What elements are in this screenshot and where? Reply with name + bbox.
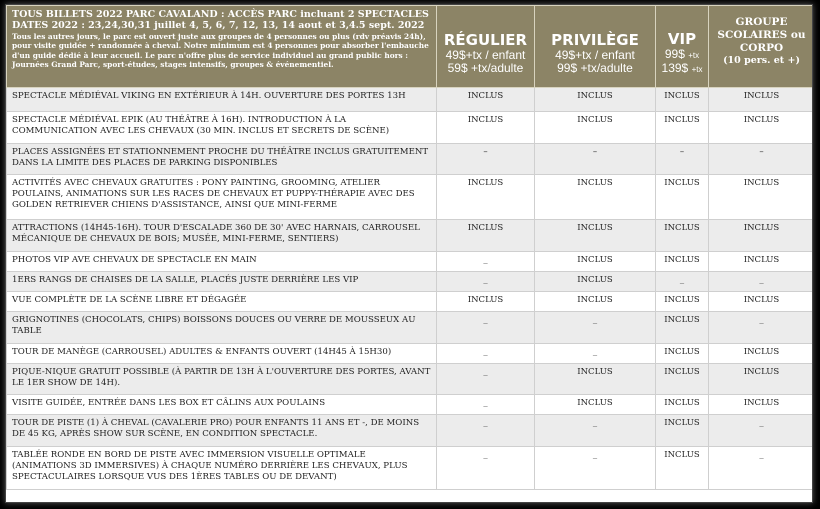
table-row: [7, 144, 814, 175]
table-row: [7, 112, 814, 144]
table-header-row: [7, 6, 814, 88]
column-name: PRIVILÈGE: [551, 31, 639, 49]
table-row: [7, 292, 814, 312]
table-row: [7, 88, 814, 112]
inclusion-cell: _: [535, 415, 656, 447]
intro-note: Tous les autres jours, le parc est ouvert juste aux groupes de 4 personnes ou plus (rdv préavis 24h), pour visite guidée + randonnée à cheval. Notre minimum est 4 personnes pour absorber l'embauche d'un guide dédié à leur accueil. Le parc n'offre plus de service individuel au grand public hors : Journées Grand Parc, sport-études, stages intensifs, groupes & événementiel.: [12, 32, 429, 70]
table-row: [7, 415, 814, 447]
column-price-child: 49$+tx / enfant: [555, 48, 635, 62]
table-row: [7, 272, 814, 292]
inclusion-cell: INCLUS: [656, 447, 709, 490]
column-price-adult: [656, 62, 708, 76]
intro-title: TOUS BILLETS 2022 PARC CAVALAND : ACCÈS PARC incluant 2 SPECTACLES: [12, 9, 429, 20]
intro-cell: [7, 6, 437, 88]
column-price-child: [656, 48, 708, 62]
table-row: [7, 312, 814, 344]
inclusion-cell: _: [437, 312, 535, 344]
table-row: [7, 364, 814, 395]
feature-label: ATTRACTIONS (14H45-16H). TOUR D'ESCALADE 360 DE 30' AVEC HARNAIS, CARROUSEL MÉCANIQUE DE CHEVAUX DE BOIS; MUSÉE, MINI-FERME, SENTIERS): [7, 220, 437, 252]
table-row: [7, 344, 814, 364]
feature-label: 1ERS RANGS DE CHAISES DE LA SALLE, PLACÉS JUSTE DERRIÈRE LES VIP: [7, 272, 437, 292]
inclusion-cell: _: [437, 447, 535, 490]
inclusion-cell: INCLUS: [709, 112, 814, 144]
inclusion-cell: _: [709, 447, 814, 490]
inclusion-cell: _: [437, 364, 535, 395]
feature-label: VUE COMPLÈTE DE LA SCÈNE LIBRE ET DÉGAGÉE: [7, 292, 437, 312]
inclusion-cell: _: [535, 344, 656, 364]
inclusion-cell: INCLUS: [709, 220, 814, 252]
table-row: [7, 220, 814, 252]
inclusion-cell: INCLUS: [656, 312, 709, 344]
feature-label: TOUR DE PISTE (1) À CHEVAL (CAVALERIE PRO) POUR ENFANTS 11 ANS ET -, DE MOINS DE 45 KG, APRÈS SHOW SUR SCÈNE, EN CONDITION SPECTACLE.: [7, 415, 437, 447]
column-price-adult: 99$ +tx/adulte: [557, 61, 633, 75]
tax-suffix: +tx: [688, 51, 700, 60]
feature-label: SPECTACLE MÉDIÉVAL EPIK (AU THÉÂTRE À 16H). INTRODUCTION À LA COMMUNICATION AVEC LES CHEVAUX (30 MIN. INCLUS ET SECRETS DE SCÈNE): [7, 112, 437, 144]
inclusion-cell: INCLUS: [709, 175, 814, 220]
feature-label: ACTIVITÉS AVEC CHEVAUX GRATUITES : PONY PAINTING, GROOMING, ATELIER POULAINS, ANIMATIONS SUR LES RACES DE CHEVAUX ET PUPPY-THÉRAPIE AVEC DES GOLDEN RETRIEVER CHIENS D'ASSISTANCE, AINSI QUE MINI-FERME: [7, 175, 437, 220]
inclusion-cell: INCLUS: [709, 344, 814, 364]
intro-dates: DATES 2022 : 23,24,30,31 juillet 4, 5, 6, 7, 12, 13, 14 aout et 3,4.5 sept. 2022: [12, 20, 425, 31]
column-header-groupe: [709, 6, 814, 88]
tax-suffix: +tx: [691, 65, 703, 74]
inclusion-cell: –: [656, 144, 709, 175]
inclusion-cell: _: [656, 272, 709, 292]
table-row: [7, 175, 814, 220]
feature-label: PHOTOS VIP AVE CHEVAUX DE SPECTACLE EN MAIN: [7, 252, 437, 272]
inclusion-cell: INCLUS: [709, 252, 814, 272]
feature-label: GRIGNOTINES (CHOCOLATS, CHIPS) BOISSONS DOUCES OU VERRE DE MOUSSEUX AU TABLE: [7, 312, 437, 344]
inclusion-cell: _: [535, 312, 656, 344]
column-subtitle: (10 pers. et +): [723, 55, 800, 66]
inclusion-cell: _: [535, 447, 656, 490]
inclusion-cell: –: [437, 144, 535, 175]
inclusion-cell: _: [709, 415, 814, 447]
inclusion-cell: INCLUS: [535, 292, 656, 312]
inclusion-cell: INCLUS: [656, 344, 709, 364]
feature-label: SPECTACLE MÉDIÉVAL VIKING EN EXTÉRIEUR À 14H. OUVERTURE DES PORTES 13H: [7, 88, 437, 112]
inclusion-cell: _: [437, 252, 535, 272]
inclusion-cell: INCLUS: [535, 364, 656, 395]
inclusion-cell: INCLUS: [656, 252, 709, 272]
inclusion-cell: –: [535, 144, 656, 175]
inclusion-cell: INCLUS: [437, 220, 535, 252]
column-header-regulier: [437, 6, 535, 88]
inclusion-cell: _: [437, 344, 535, 364]
inclusion-cell: INCLUS: [709, 88, 814, 112]
inclusion-cell: INCLUS: [535, 220, 656, 252]
inclusion-cell: INCLUS: [709, 292, 814, 312]
column-name: GROUPE SCOLAIRES ou CORPO: [717, 16, 806, 54]
feature-label: PIQUE-NIQUE GRATUIT POSSIBLE (À PARTIR DE 13H À L'OUVERTURE DES PORTES, AVANT LE 1ER SHOW DE 14H).: [7, 364, 437, 395]
inclusion-cell: INCLUS: [656, 395, 709, 415]
inclusion-cell: _: [437, 272, 535, 292]
inclusion-cell: _: [709, 272, 814, 292]
inclusion-cell: INCLUS: [656, 112, 709, 144]
column-header-privilege: [535, 6, 656, 88]
inclusion-cell: INCLUS: [656, 220, 709, 252]
inclusion-cell: –: [709, 144, 814, 175]
inclusion-cell: INCLUS: [656, 292, 709, 312]
table-row: [7, 252, 814, 272]
column-price-child: 49$+tx / enfant: [445, 48, 526, 62]
pricing-table-card: [5, 4, 813, 503]
column-name: RÉGULIER: [443, 31, 528, 49]
inclusion-cell: INCLUS: [535, 175, 656, 220]
inclusion-cell: INCLUS: [535, 395, 656, 415]
inclusion-cell: INCLUS: [656, 364, 709, 395]
table-body: [7, 88, 814, 490]
feature-label: TOUR DE MANÈGE (CARROUSEL) ADULTES & ENFANTS OUVERT (14H45 À 15H30): [7, 344, 437, 364]
inclusion-cell: INCLUS: [535, 88, 656, 112]
price-value: 99$: [664, 47, 685, 61]
inclusion-cell: INCLUS: [656, 415, 709, 447]
column-price-adult: 59$ +tx/adulte: [447, 61, 524, 75]
inclusion-cell: INCLUS: [656, 88, 709, 112]
inclusion-cell: INCLUS: [437, 88, 535, 112]
inclusion-cell: INCLUS: [437, 112, 535, 144]
table-row: [7, 447, 814, 490]
column-name: VIP: [667, 30, 697, 48]
pricing-table: [6, 5, 813, 490]
feature-label: TABLÉE RONDE EN BORD DE PISTE AVEC IMMERSION VISUELLE OPTIMALE (ANIMATIONS 3D IMMERSIVES) À CHAQUE NUMÉRO DERRIÈRE LES CHEVAUX, PLUS SPECTACULAIRES LORSQUE VUS DES 1ÈRES TABLES OU DE DEVANT): [7, 447, 437, 490]
inclusion-cell: INCLUS: [709, 364, 814, 395]
inclusion-cell: _: [437, 395, 535, 415]
inclusion-cell: _: [709, 312, 814, 344]
inclusion-cell: INCLUS: [535, 272, 656, 292]
feature-label: VISITE GUIDÉE, ENTRÉE DANS LES BOX ET CÂLINS AUX POULAINS: [7, 395, 437, 415]
inclusion-cell: INCLUS: [437, 292, 535, 312]
inclusion-cell: INCLUS: [535, 112, 656, 144]
price-value: 139$: [661, 61, 689, 75]
column-header-vip: [656, 6, 709, 88]
table-row: [7, 395, 814, 415]
inclusion-cell: INCLUS: [709, 395, 814, 415]
inclusion-cell: INCLUS: [437, 175, 535, 220]
feature-label: PLACES ASSIGNÉES ET STATIONNEMENT PROCHE DU THÉÂTRE INCLUS GRATUITEMENT DANS LA LIMITE DES PLACES DE PARKING DISPONIBLES: [7, 144, 437, 175]
inclusion-cell: INCLUS: [656, 175, 709, 220]
inclusion-cell: INCLUS: [535, 252, 656, 272]
inclusion-cell: _: [437, 415, 535, 447]
